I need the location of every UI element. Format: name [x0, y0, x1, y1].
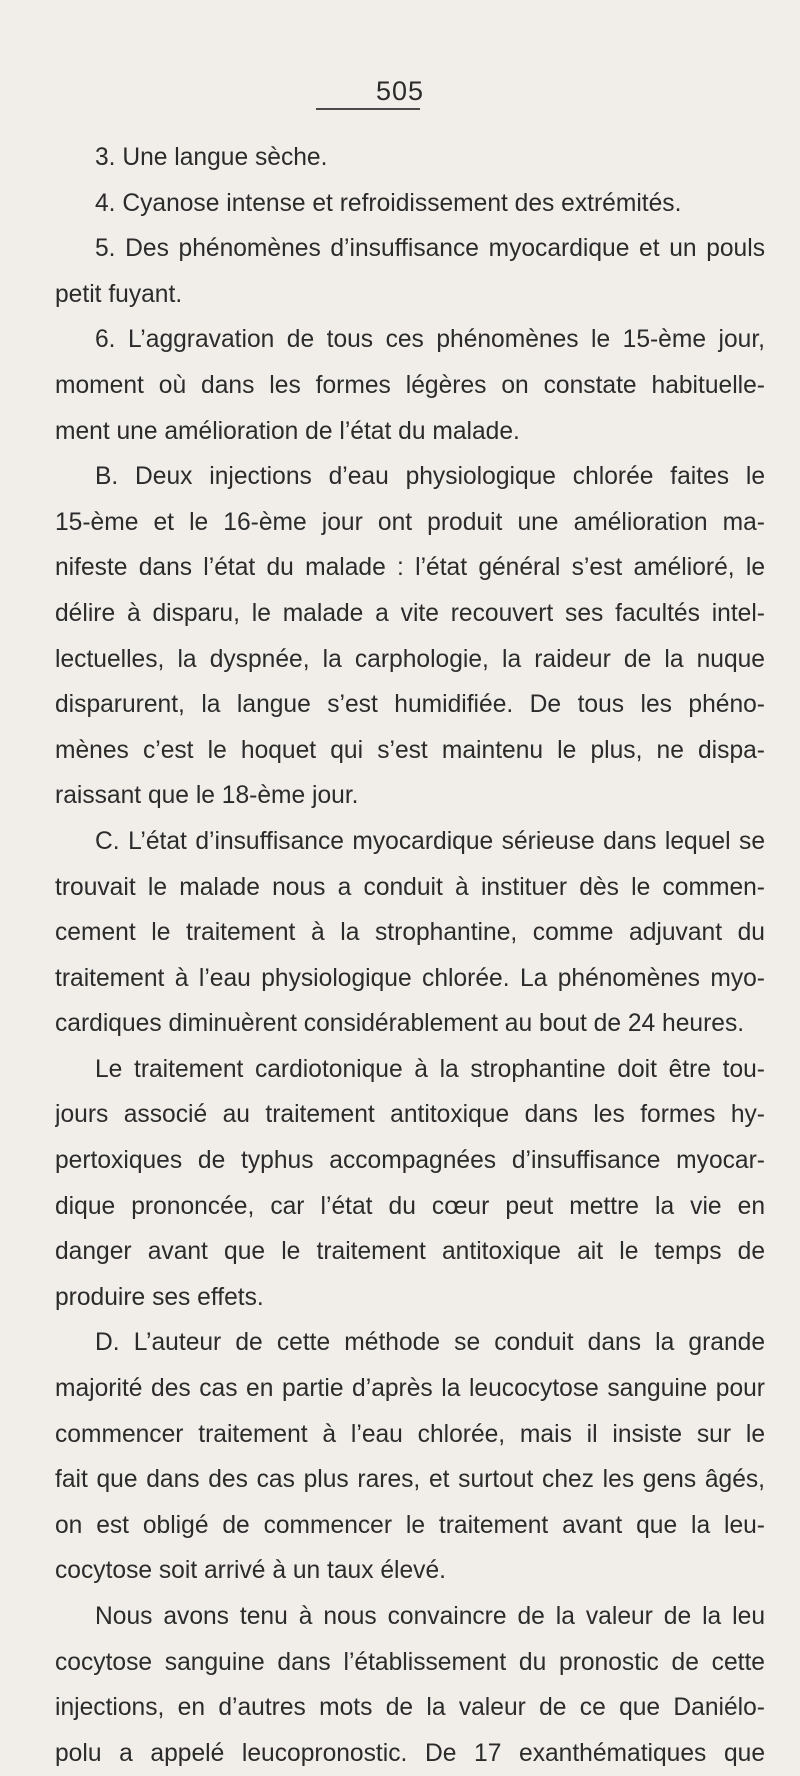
text-line: raissant que le 18-ème jour. [55, 782, 359, 810]
text-line: 15-ème et le 16-ème jour ont produit une amélioration ma- [55, 508, 765, 536]
text-line: 6. L’aggravation de tous ces phénomènes le 15-ème jour, [95, 326, 765, 354]
text-line: C. L’état d’insuffisance myocardique sérieuse dans lequel se [95, 827, 765, 855]
text-line: Le traitement cardiotonique à la strophantine doit être tou- [95, 1055, 765, 1083]
text-line: D. L’auteur de cette méthode se conduit dans la grande [95, 1329, 765, 1357]
text-line: cardiques diminuèrent considérablement au bout de 24 heures. [55, 1010, 745, 1038]
text-line: moment où dans les formes légères on constate habituelle- [55, 371, 765, 399]
text-line: petit fuyant. [55, 280, 183, 308]
text-line: traitement à l’eau physiologique chlorée. La phénomènes myo- [55, 964, 765, 992]
text-line: majorité des cas en partie d’après la leucocytose sanguine pour [55, 1375, 765, 1403]
text-line: disparurent, la langue s’est humidifiée. De tous les phéno- [55, 691, 765, 719]
text-line: lectuelles, la dyspnée, la carphologie, la raideur de la nuque [55, 645, 765, 673]
text-line: dique prononcée, car l’état du cœur peut mettre la vie en [55, 1192, 765, 1220]
text-line: danger avant que le traitement antitoxique ait le temps de [55, 1238, 765, 1266]
text-line: Nous avons tenu à nous convaincre de la valeur de la leu [95, 1603, 765, 1630]
text-line: pertoxiques de typhus accompagnées d’insuffisance myocar- [55, 1147, 765, 1175]
text-line: nifeste dans l’état du malade : l’état général s’est amélioré, le [55, 554, 765, 582]
page-number: 505 [375, 76, 425, 106]
text-line: 5. Des phénomènes d’insuffisance myocardique et un pouls [95, 235, 765, 263]
text-line: mènes c’est le hoquet qui s’est maintenu le plus, ne dispa- [55, 736, 765, 764]
text-line: jours associé au traitement antitoxique dans les formes hy- [55, 1101, 765, 1129]
text-line: délire à disparu, le malade a vite recouvert ses facultés intel- [55, 599, 765, 627]
text-line: cement le traitement à la strophantine, comme adjuvant du [55, 919, 765, 947]
text-line: polu a appelé leucopronostic. De 17 exanthématiques que [55, 1739, 765, 1767]
text-line: B. Deux injections d’eau physiologique chlorée faites le [95, 463, 765, 491]
text-line: 4. Cyanose intense et refroidissement des extrémités. [95, 189, 682, 217]
text-line: fait que dans des cas plus rares, et surtout chez les gens âgés, [55, 1466, 765, 1494]
text-line: trouvait le malade nous a conduit à instituer dès le commen- [55, 873, 765, 901]
text-line: injections, en d’autres mots de la valeur de ce que Daniélo- [55, 1694, 765, 1722]
text-line: ment une amélioration de l’état du malade. [55, 417, 520, 445]
text-line: cocytose sanguine dans l’établissement du pronostic de cette [55, 1648, 765, 1676]
text-line: produire ses effets. [55, 1283, 264, 1311]
text-line: cocytose soit arrivé à un taux élevé. [55, 1557, 446, 1585]
page-number-rule [316, 108, 420, 110]
text-line: on est obligé de commencer le traitement avant que la leu- [55, 1511, 765, 1539]
body-text [55, 135, 765, 1776]
text-line: 3. Une langue sèche. [95, 144, 328, 171]
text-line: commencer traitement à l’eau chlorée, mais il insiste sur le [55, 1420, 765, 1448]
